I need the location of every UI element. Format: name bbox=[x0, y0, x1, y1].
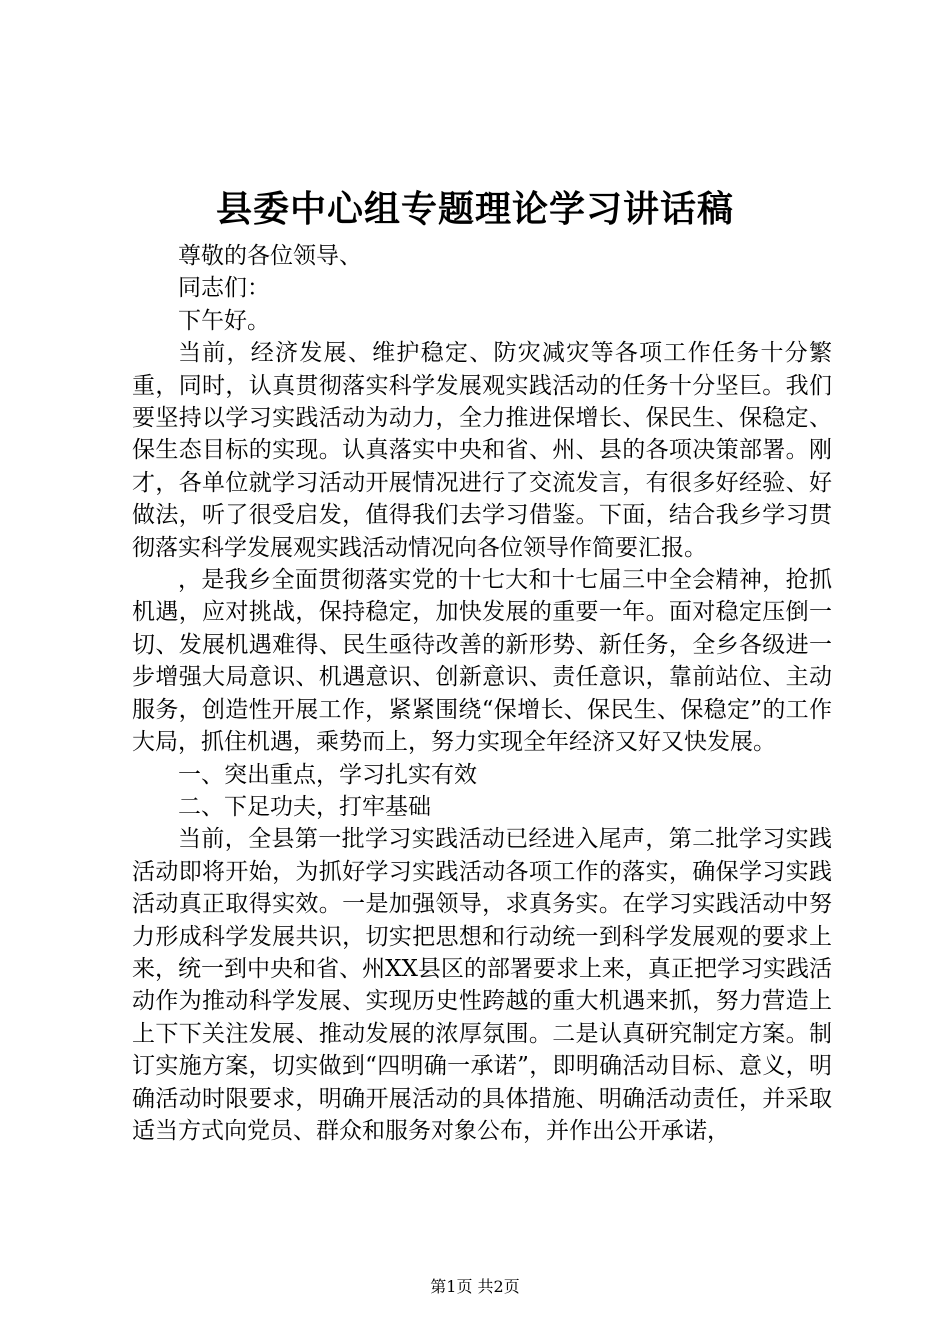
body-paragraph: ，是我乡全面贯彻落实党的十七大和十七届三中全会精神，抢抓机遇，应对挑战，保持稳定，加快发展的重要一年。面对稳定压倒一切、发展机遇难得、民生亟待改善的新形势、新任务，全乡各级进一步增强大局意识、机遇意识、创新意识、责任意识，靠前站位、主动服务，创造性开展工作，紧紧围绕“保增长、保民生、保稳定”的工作大局，抓住机遇，乘势而上，努力实现全年经济又好又快发展。 bbox=[132, 567, 832, 756]
page-number-footer: 第1页 共2页 bbox=[430, 1277, 520, 1296]
salutation-line-2: 同志们： bbox=[178, 275, 270, 302]
body-paragraph: 当前，经济发展、维护稳定、防灾减灾等各项工作任务十分繁重，同时，认真贯彻落实科学发展观实践活动的任务十分坚巨。我们要坚持以学习实践活动为动力，全力推进保增长、保民生、保稳定、保生态目标的实现。认真落实中央和省、州、县的各项决策部署。刚才，各单位就学习活动开展情况进行了交流发言，有很多好经验、好做法，听了很受启发，值得我们去学习借鉴。下面，结合我乡学习贯彻落实科学发展观实践活动情况向各位领导作简要汇报。 bbox=[132, 340, 832, 561]
document-title: 县委中心组专题理论学习讲话稿 bbox=[215, 188, 734, 230]
section-heading: 一、突出重点，学习扎实有效 bbox=[178, 761, 477, 788]
greeting-line: 下午好。 bbox=[178, 307, 270, 334]
document-body bbox=[132, 240, 832, 1147]
body-paragraph: 当前，全县第一批学习实践活动已经进入尾声，第二批学习实践活动即将开始，为抓好学习实践活动各项工作的落实，确保学习实践活动真正取得实效。一是加强领导，求真务实。在学习实践活动中努力形成科学发展共识，切实把思想和行动统一到科学发展观的要求上来，统一到中央和省、州XX县区的部署要求上来，真正把学习实践活动作为推动科学发展、实现历史性跨越的重大机遇来抓，努力营造上上下下关注发展、推动发展的浓厚氛围。二是认真研究制定方案。制订实施方案，切实做到“四明确一承诺”，即明确活动目标、意义，明确活动时限要求，明确开展活动的具体措施、明确活动责任，并采取适当方式向党员、群众和服务对象公布，并作出公开承诺， bbox=[132, 826, 832, 1144]
section-heading: 二、下足功夫，打牢基础 bbox=[178, 793, 431, 820]
salutation-line-1: 尊敬的各位领导、 bbox=[178, 243, 362, 269]
